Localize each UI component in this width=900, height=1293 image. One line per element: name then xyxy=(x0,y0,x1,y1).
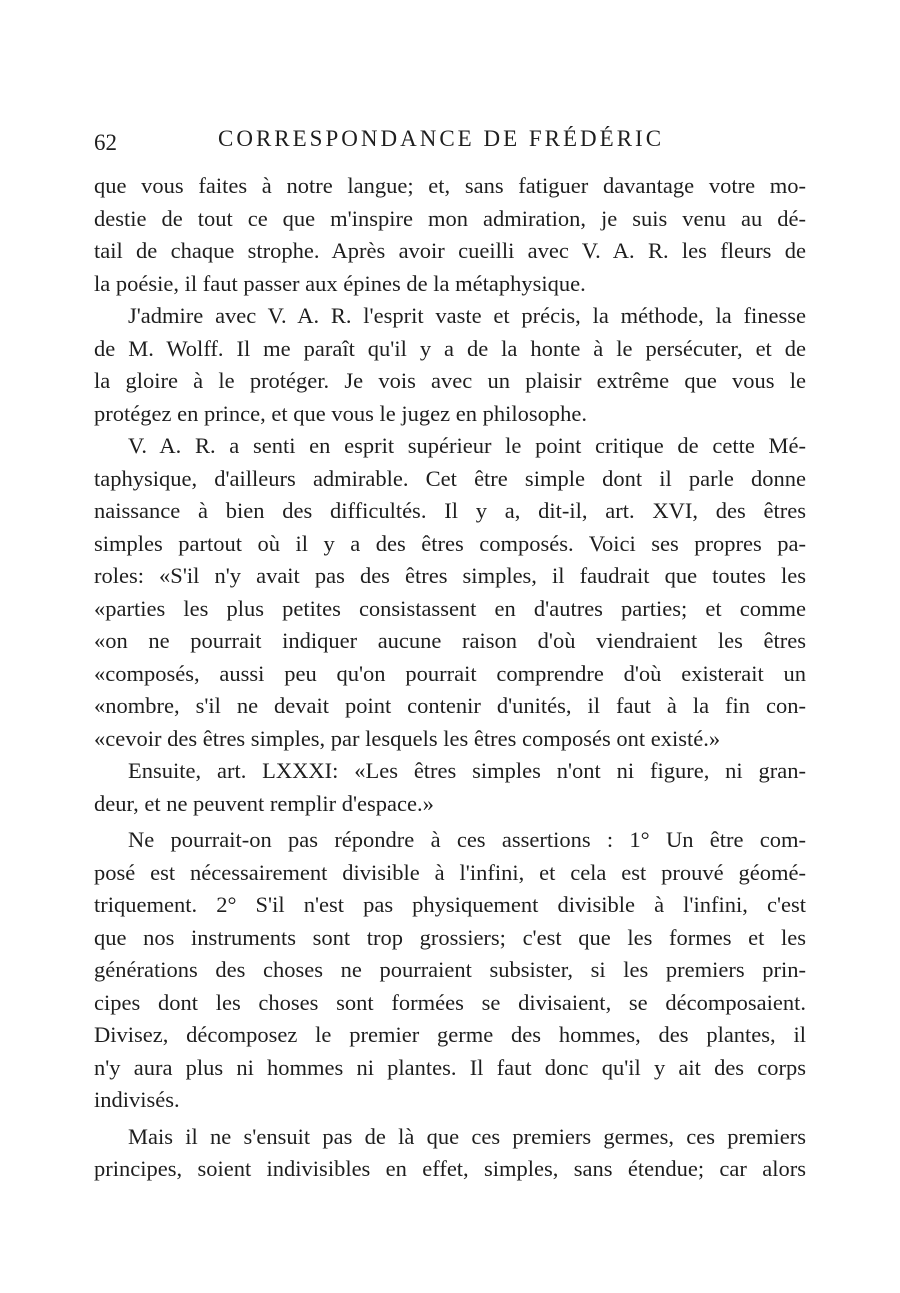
text-line: n'y aura plus ni hommes ni plantes. Il faut donc qu'il y ait des corps xyxy=(94,1054,806,1080)
text-line: générations des choses ne pourraient subsister, si les premiers prin- xyxy=(94,957,806,982)
text-line: destie de tout ce que m'inspire mon admiration, je suis venu au dé- xyxy=(94,205,806,231)
text-line: naissance à bien des difficultés. Il y a, dit-il, art. XVI, des êtres xyxy=(94,498,806,523)
text-line: J'admire avec V. A. R. l'esprit vaste et précis, la méthode, la finesse xyxy=(128,303,806,328)
text-line: que nos instruments sont trop grossiers; c'est que les formes et les xyxy=(94,924,806,950)
text-line: la gloire à le protéger. Je vois avec un plaisir extrême que vous le xyxy=(94,368,806,393)
text-line: «on ne pourrait indiquer aucune raison d'où viendraient les êtres xyxy=(94,628,806,653)
text-line: Ensuite, art. LXXXI: «Les êtres simples n'ont ni figure, ni gran- xyxy=(128,758,806,783)
text-line: simples partout où il y a des êtres composés. Voici ses propres pa- xyxy=(94,530,806,556)
text-line: «parties les plus petites consistassent en d'autres parties; et comme xyxy=(94,595,806,621)
text-line: «nombre, s'il ne devait point contenir d'unités, il faut à la fin con- xyxy=(94,693,806,718)
text-line: Divisez, décomposez le premier germe des hommes, des plantes, il xyxy=(94,1022,806,1047)
text-line: principes, soient indivisibles en effet, simples, sans étendue; car alors xyxy=(94,1156,806,1181)
text-line: V. A. R. a senti en esprit supérieur le point critique de cette Mé- xyxy=(128,433,806,458)
text-line: tail de chaque strophe. Après avoir cueilli avec V. A. R. les fleurs de xyxy=(94,238,806,263)
text-line: deur, et ne peuvent remplir d'espace.» xyxy=(94,790,434,816)
text-line: «cevoir des êtres simples, par lesquels les êtres composés ont existé.» xyxy=(94,725,721,751)
text-line: roles: «S'il n'y avait pas des êtres simples, il faudrait que toutes les xyxy=(94,563,806,588)
text-line: cipes dont les choses sont formées se divisaient, se décomposaient. xyxy=(94,989,806,1015)
text-line: posé est nécessairement divisible à l'infini, et cela est prouvé géomé- xyxy=(94,859,806,885)
text-line: indivisés. xyxy=(94,1087,180,1112)
text-line: Mais il ne s'ensuit pas de là que ces premiers germes, ces premiers xyxy=(128,1123,806,1149)
text-line: triquement. 2° S'il n'est pas physiquement divisible à l'infini, c'est xyxy=(94,892,806,917)
text-line: la poésie, il faut passer aux épines de la métaphysique. xyxy=(94,270,586,296)
body-text xyxy=(94,170,806,1186)
text-line: protégez en prince, et que vous le jugez en philosophe. xyxy=(94,400,587,426)
text-line: «composés, aussi peu qu'on pourrait comprendre d'où existerait un xyxy=(94,660,806,686)
text-line: Ne pourrait-on pas répondre à ces assertions : 1° Un être com- xyxy=(128,827,806,852)
running-head xyxy=(94,122,804,162)
text-line: taphysique, d'ailleurs admirable. Cet être simple dont il parle donne xyxy=(94,465,806,491)
running-title: CORRESPONDANCE DE FRÉDÉRIC xyxy=(218,126,665,151)
text-line: que vous faites à notre langue; et, sans fatiguer davantage votre mo- xyxy=(94,173,806,198)
text-line: de M. Wolff. Il me paraît qu'il y a de la honte à le persécuter, et de xyxy=(94,335,806,361)
page-number: 62 xyxy=(94,130,117,155)
